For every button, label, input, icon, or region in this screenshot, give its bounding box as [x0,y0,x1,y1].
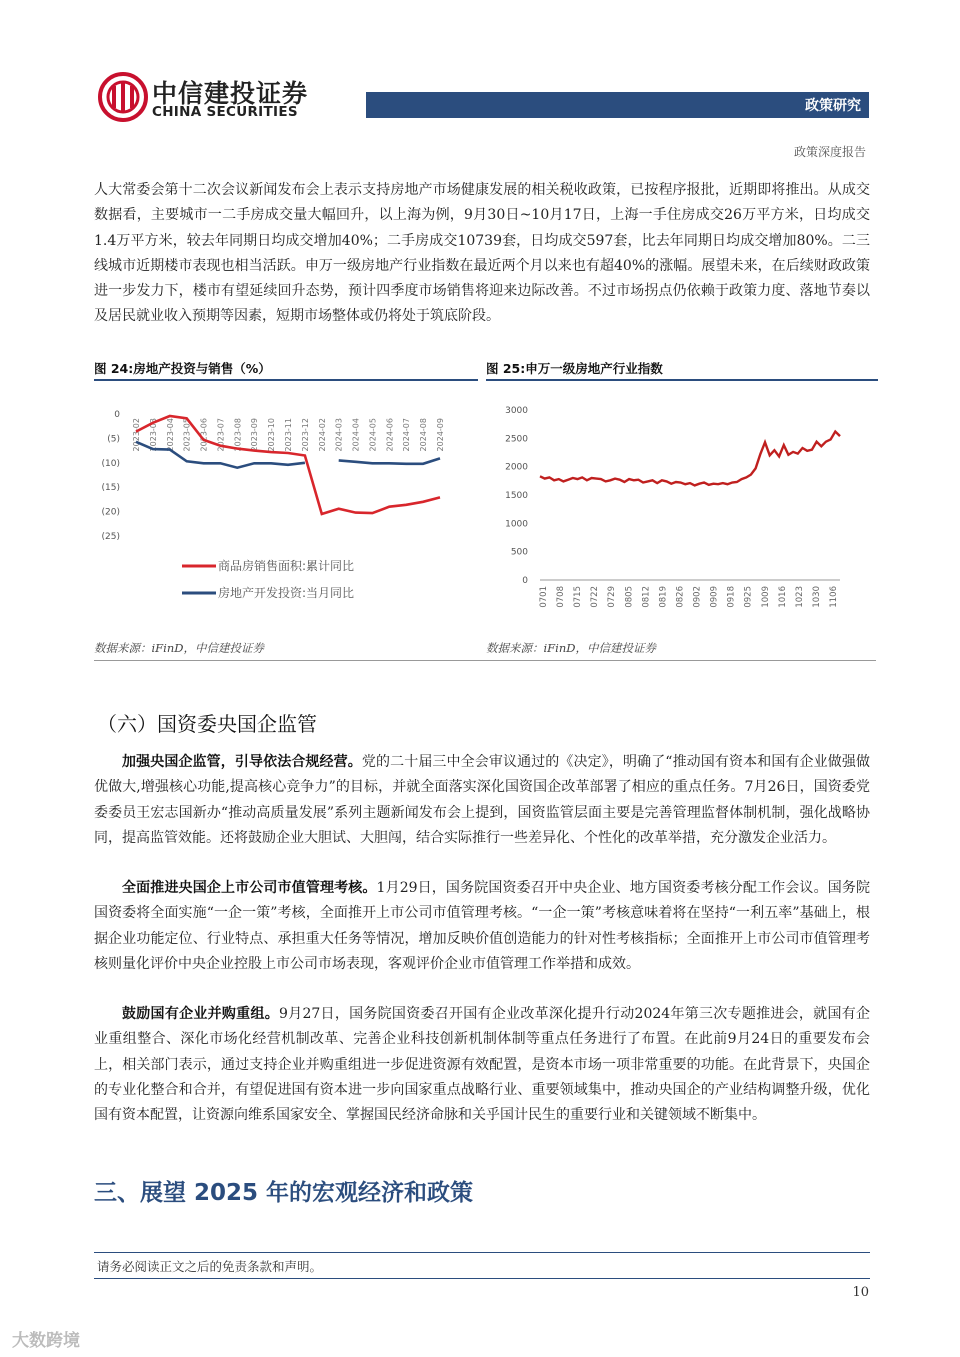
header-bar [366,92,869,118]
paragraph-lead: 加强央国企监管，引导依法合规经营。 [122,754,362,770]
watermark: 大数跨境 [12,1331,80,1351]
figure-24-rule [94,379,478,381]
x-tick-label: 2023-05 [182,418,192,452]
x-tick-label: 1030 [811,586,822,608]
footer-rule-bottom [94,1278,870,1279]
section-label: 政策研究 [805,98,861,114]
x-tick-label: 2023-06 [199,418,209,452]
x-tick-label: 2023-03 [148,418,158,452]
x-tick-label: 1023 [794,586,805,608]
page-number: 10 [852,1285,869,1300]
x-tick-label: 2024-08 [419,418,429,452]
section-6-paragraph-1 [94,750,870,851]
x-tick-label: 0826 [675,586,686,608]
brand-logo-mark [98,72,148,122]
x-tick-label: 0701 [539,586,549,608]
y-tick-label: 1500 [505,491,528,501]
intro-paragraph: 人大常委会第十二次会议新闻发布会上表示支持房地产市场健康发展的相关税收政策，已按程序报批，近期即将推出。从成交数据看，主要城市一二手房成交量大幅回升，以上海为例，9月30日~10月17日，上海一手住房成交26万平方米，日均成交1.4万平方米，较去年同期日均成交增加40%；二手房成交10739套，日均成交597套，比去年同期日均成交增加80%。二三线城市近期楼市表现也相当活跃。申万一级房地产行业指数在最近两个月以来也有超40%的涨幅。展望未来，在后续财政政策进一步发力下，楼市有望延续回升态势，预计四季度市场销售将迎来边际改善。不过市场拐点仍依赖于政策力度、落地节奏以及居民就业收入预期等因素，短期市场整体或仍将处于筑底阶段。 [94,182,870,325]
footer-rule-top [94,1252,870,1253]
section-6-heading: （六）国资委央国企监管 [97,712,317,736]
x-tick-label: 2023-11 [284,418,293,452]
x-tick-label: 0819 [658,586,669,608]
x-tick-label: 2023-04 [165,418,175,452]
x-tick-label: 0708 [556,586,567,608]
x-tick-label: 0812 [641,586,652,608]
x-tick-label: 2023-08 [233,418,243,452]
footer-disclaimer: 请务必阅读正文之后的免责条款和声明。 [97,1259,323,1274]
y-tick-label: (25) [101,532,120,542]
paragraph-lead: 鼓励国有企业并购重组。 [122,1006,280,1022]
figure-25-source: 数据来源：iFinD，中信建投证券 [486,641,656,655]
y-tick-label: (5) [107,434,120,445]
figure-25-rule [486,379,878,381]
brand-name-en: CHINA SECURITIES [152,104,298,120]
series-line-index [540,432,840,486]
x-tick-label: 2024-09 [436,418,445,452]
x-tick-label: 2024-07 [402,418,412,452]
y-tick-label: (15) [101,483,120,494]
x-tick-label: 1016 [777,586,788,608]
paragraph-body: 1月29日，国务院国资委召开中央企业、地方国资委考核分配工作会议。国务院国资委将全面实施“一企一策”考核，全面推开上市公司市值管理考核。“一企一策”考核意味着将在坚持“一利五率”基础上，根据企业功能定位、行业特点、承担重大任务等情况，增加反映价值创造能力的针对性考核指标；全面推开上市公司市值管理考核则量化评价中央企业控股上市公司市场表现，客观评价企业市值管理工作举措和成效。 [94,880,870,972]
x-tick-label: 0918 [726,586,737,608]
section-6-paragraph-3 [94,1002,870,1128]
x-tick-label: 2023-07 [216,418,226,452]
figure-25-title: 图 25:申万一级房地产行业指数 [486,361,663,376]
x-tick-label: 0729 [607,586,618,608]
x-tick-label: 0805 [624,586,635,608]
x-tick-label: 2023-10 [267,418,277,452]
y-tick-label: 2500 [505,434,528,445]
x-tick-label: 0902 [692,586,703,608]
paragraph-body: 9月27日，国务院国资委召开国有企业改革深化提升行动2024年第三次专题推进会，就国有企业重组整合、深化市场化经营机制改革、完善企业科技创新机制体制等重点任务进行了布置。在此前9月24日的重要发布会上，相关部门表示，通过支持企业并购重组进一步促进资源有效配置，是资本市场一项非常重要的功能。在此背景下，央国企的专业化整合和合并，有望促进国有资本进一步向国家重点战略行业、重要领域集中，推动央国企的产业结构调整升级，优化国有资本配置，让资源向维系国家安全、掌握国民经济命脉和关乎国计民生的重要行业和关键领域不断集中。 [94,1006,871,1124]
legend-label: 商品房销售面积:累计同比 [218,559,355,573]
x-tick-label: 1009 [760,586,771,608]
x-tick-label: 1106 [829,586,839,608]
x-tick-label: 2024-05 [368,418,378,452]
section-6-paragraph-2 [94,876,870,977]
chart-real-estate-investment-sales [94,384,478,634]
figure-24-source: 数据来源：iFinD，中信建投证券 [94,641,264,655]
section-3-heading: 三、展望 2025 年的宏观经济和政策 [94,1180,474,1206]
x-tick-label: 2023-09 [250,418,260,452]
x-tick-label: 0925 [743,586,754,608]
x-tick-label: 2023-02 [132,418,141,452]
y-tick-label: 0 [522,576,528,586]
y-tick-label: 500 [510,547,528,558]
figure-24-title: 图 24:房地产投资与销售（%） [94,361,271,376]
y-tick-label: 2000 [505,462,528,473]
y-tick-label: 3000 [505,406,528,416]
x-tick-label: 2024-04 [351,418,361,452]
report-type: 政策深度报告 [793,145,866,159]
x-tick-label: 0722 [590,586,601,608]
y-tick-label: 0 [114,410,120,420]
chart-sw-real-estate-index [486,384,878,634]
y-tick-label: 1000 [505,519,528,530]
source-divider [94,660,876,661]
y-tick-label: (20) [101,507,120,518]
x-tick-label: 2024-02 [317,418,327,452]
paragraph-body: 党的二十届三中全会审议通过的《决定》，明确了“推动国有资本和国有企业做强做优做大,增强核心功能,提高核心竞争力”的目标，并就全面落实深化国资国企改革部署了相应的重点任务。7月26日，国资委党委委员王宏志国新办“推动高质量发展”系列主题新闻发布会上提到，国资监管层面主要是完善管理监督体制机制，强化战略协同，提高监管效能。还将鼓励企业大胆试、大胆闯，结合实际推行一些差异化、个性化的改革举措，充分激发企业活力。 [94,754,870,846]
x-tick-label: 2023-12 [300,418,310,452]
y-tick-label: (10) [101,458,120,469]
paragraph-lead: 全面推进央国企上市公司市值管理考核。 [122,880,377,896]
brand-name-cn: 中信建投证券 [152,79,309,108]
x-tick-label: 2024-06 [385,418,395,452]
x-tick-label: 2024-03 [334,418,344,452]
series-line-investment [339,458,440,463]
x-tick-label: 0715 [573,586,584,608]
legend-label: 房地产开发投资:当月同比 [218,586,355,600]
x-tick-label: 0909 [709,586,720,608]
